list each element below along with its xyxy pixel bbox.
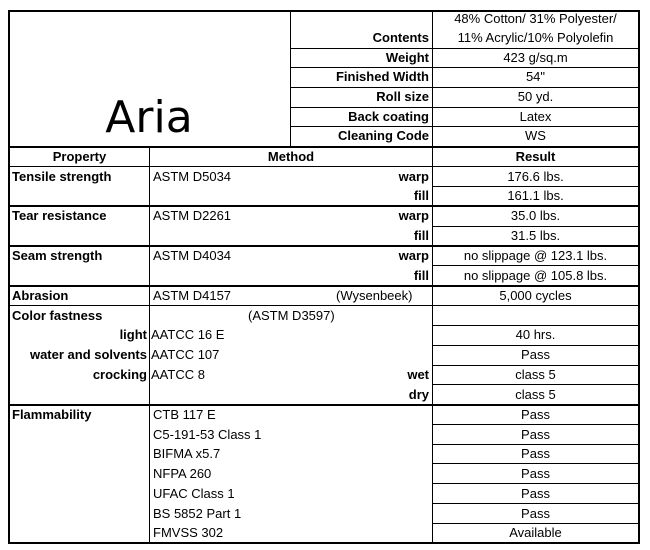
- colorfast-dry-value: class 5: [515, 387, 556, 402]
- weight-label: Weight: [385, 50, 429, 65]
- contents-label: Contents: [372, 30, 429, 45]
- colorfast-water-method: AATCC 107: [151, 347, 220, 362]
- tear-warp-value: 35.0 lbs.: [510, 208, 561, 223]
- colorfast-method-note: (ASTM D3597): [248, 308, 335, 323]
- seam-label: Seam strength: [12, 248, 103, 263]
- tensile-warp-value: 176.6 lbs.: [507, 169, 564, 184]
- tear-method: ASTM D2261: [153, 208, 232, 223]
- colorfast-water-label: water and solvents: [29, 347, 147, 362]
- weight-value: 423 g/sq.m: [503, 50, 568, 65]
- abrasion-method: ASTM D4157: [153, 288, 232, 303]
- cleaning-code-value: WS: [525, 128, 546, 143]
- flammability-result: Pass: [521, 486, 550, 501]
- contents-value-line1: 48% Cotton/ 31% Polyester/: [454, 11, 617, 26]
- header-result: Result: [515, 149, 556, 164]
- tear-fill-value: 31.5 lbs.: [510, 228, 561, 243]
- colorfast-crocking-method: AATCC 8: [151, 367, 205, 382]
- seam-warp-label: warp: [398, 248, 429, 263]
- spec-sheet: [8, 10, 640, 544]
- flammability-label: Flammability: [12, 407, 92, 422]
- tear-label: Tear resistance: [12, 208, 107, 223]
- cleaning-code-label: Cleaning Code: [337, 128, 429, 143]
- tensile-fill-value: 161.1 lbs.: [507, 188, 564, 203]
- tensile-method: ASTM D5034: [153, 169, 232, 184]
- abrasion-value: 5,000 cycles: [499, 288, 572, 303]
- seam-fill-value: no slippage @ 105.8 lbs.: [463, 268, 608, 283]
- flammability-result: Pass: [521, 427, 550, 442]
- tensile-label: Tensile strength: [12, 169, 112, 184]
- tensile-warp-label: warp: [398, 169, 429, 184]
- flammability-result: Pass: [521, 506, 550, 521]
- colorfast-dry-label: dry: [408, 387, 429, 402]
- header-method: Method: [267, 149, 315, 164]
- colorfast-light-label: light: [119, 327, 147, 342]
- flammability-method: BS 5852 Part 1: [153, 506, 242, 521]
- flammability-result: Pass: [521, 407, 550, 422]
- colorfast-crocking-label: crocking: [92, 367, 147, 382]
- flammability-method: NFPA 260: [153, 466, 212, 481]
- tear-fill-label: fill: [413, 228, 429, 243]
- contents-value-line2: 11% Acrylic/10% Polyolefin: [457, 30, 614, 45]
- width-value: 54": [525, 69, 546, 84]
- colorfast-wet-value: class 5: [515, 367, 556, 382]
- back-coating-value: Latex: [519, 109, 552, 124]
- flammability-result: Available: [509, 525, 562, 540]
- roll-size-value: 50 yd.: [517, 89, 554, 104]
- tear-warp-label: warp: [398, 208, 429, 223]
- seam-fill-label: fill: [413, 268, 429, 283]
- tensile-fill-label: fill: [413, 188, 429, 203]
- back-coating-label: Back coating: [348, 109, 429, 124]
- abrasion-label: Abrasion: [12, 288, 69, 303]
- flammability-method: UFAC Class 1: [153, 486, 235, 501]
- colorfast-wet-label: wet: [407, 367, 429, 382]
- width-label: Finished Width: [335, 69, 429, 84]
- colorfast-label: Color fastness: [12, 308, 103, 323]
- header-property: Property: [52, 149, 107, 164]
- seam-method: ASTM D4034: [153, 248, 232, 263]
- flammability-method: BIFMA x5.7: [153, 446, 221, 461]
- colorfast-light-method: AATCC 16 E: [151, 327, 225, 342]
- seam-warp-value: no slippage @ 123.1 lbs.: [463, 248, 608, 263]
- abrasion-note: (Wysenbeek): [336, 288, 413, 303]
- colorfast-light-value: 40 hrs.: [515, 327, 556, 342]
- flammability-method: CTB 117 E: [153, 407, 216, 422]
- flammability-method: FMVSS 302: [153, 525, 224, 540]
- flammability-method: C5-191-53 Class 1: [153, 427, 262, 442]
- flammability-result: Pass: [521, 466, 550, 481]
- product-title: Aria: [105, 92, 193, 143]
- roll-size-label: Roll size: [376, 89, 429, 104]
- colorfast-water-value: Pass: [521, 347, 550, 362]
- flammability-result: Pass: [521, 446, 550, 461]
